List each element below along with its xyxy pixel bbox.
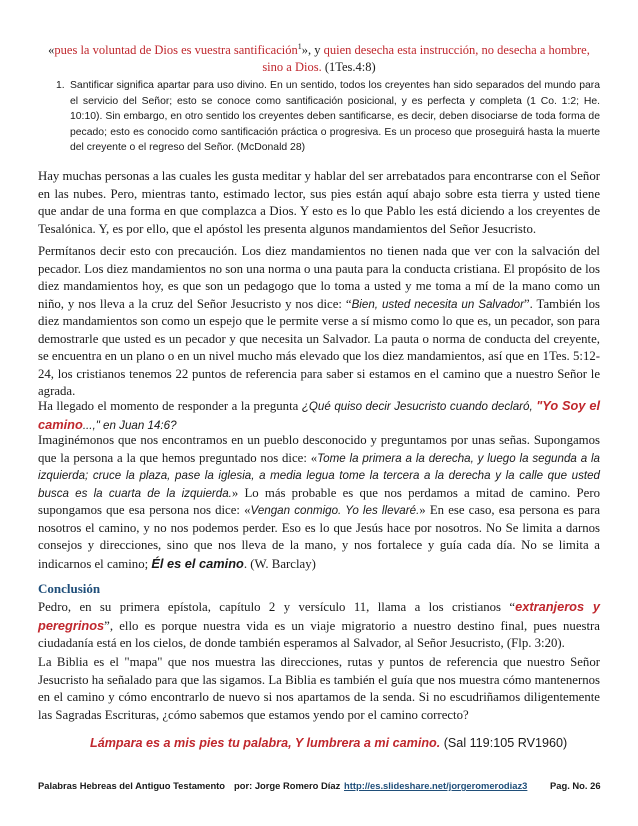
quote-open: « xyxy=(48,43,55,58)
paragraph-5-text-a: Pedro, en su primera epístola, capítulo 2 y versículo 11, llama a los cristianos “ xyxy=(38,600,516,614)
paragraph-5 xyxy=(38,598,600,653)
quote-mid: », y xyxy=(301,43,324,58)
footer-title: Palabras Hebreas del Antiguo Testamento xyxy=(38,780,226,791)
paragraph-3-red: "Yo Soy el camino xyxy=(38,398,601,432)
paragraph-4-text-a: Imaginémonos que nos encontramos en un pueblo desconocido y preguntamos por unas señas. Supongamos que la persona a la que hemos preguntado nos dice: « xyxy=(38,433,600,465)
opening-quote xyxy=(38,38,600,76)
footer-link[interactable]: http://es.slideshare.net/jorgeromerodiaz3 xyxy=(344,780,528,791)
paragraph-2 xyxy=(38,243,600,401)
closing-verse xyxy=(90,736,567,751)
paragraph-4-italic-2: Vengan conmigo. Yo les llevaré. xyxy=(250,504,420,517)
quote-reference: (1Tes.4:8) xyxy=(321,60,376,75)
footnote-marker: 1 xyxy=(297,42,302,51)
paragraph-4-text-c: » En ese caso, esa persona es para nosotros el camino, y no nos podemos perder. Eso es lo que Jesús hace por nosotros. No Se limita a darnos consejos y direcciones, sino que nos lleva de la mano, y nos fortalece y guía cada día. No se limita a indicarnos el camino; xyxy=(38,503,601,571)
paragraph-4-text-d: . (W. Barclay) xyxy=(243,556,316,571)
footnote-text: Santificar significa apartar para uso divino. En un sentido, todos los creyentes han sido separados del mundo para el servicio del Señor; esto se conoce como santificación posicional, y es perfecta y completa (1 Co. 1:2; He. 10:10). Sin embargo, en otro sentido los creyentes deben santificarse, es decir, deben disociarse de toda forma de pecado; esto es conocido como santificación práctica o progresiva. Es un proceso que proseguirá hasta la muerte del creyente o el regreso del Señor. (McDonald 28) xyxy=(70,80,600,154)
quote-red-text-2: quien desecha esta instrucción, no desecha a hombre, sino a Dios. xyxy=(262,43,590,75)
paragraph-3-italic: ¿Qué quiso decir Jesucristo cuando declaró, xyxy=(301,400,537,413)
paragraph-4-italic: Tome la primera a la derecha, y luego la segunda a la izquierda; cruce la plaza, pase la iglesia, a media legua tome la tercera a la derecha y la calle que usted busca es la cuarta de la izquierda. xyxy=(38,451,601,500)
footnote xyxy=(56,78,600,156)
paragraph-5-red: extranjeros y peregrinos xyxy=(38,599,600,633)
paragraph-4-bold: Él es el camino xyxy=(151,555,244,571)
paragraph-4 xyxy=(38,432,600,573)
closing-verse-text: Lámpara es a mis pies tu palabra, Y lumbrera a mi camino. xyxy=(90,736,441,750)
quote-red-text: pues la voluntad de Dios es vuestra santificación xyxy=(54,43,298,58)
paragraph-1: Hay muchas personas a las cuales les gusta meditar y hablar del ser arrebatados para encontrarse con el Señor en las nubes. Pero, mientras tanto, estimado lector, sus pies están aquí abajo sobre esta tierra y usted tiene que andar de una forma en que complazca a Dios. Y esto es lo que Pablo les está diciendo a los creyentes de Tesalónica. Y, es por ello, que el apóstol les presenta algunos mandamientos del Señor Jesucristo. xyxy=(38,169,600,236)
paragraph-5-text-b: ”, ello es porque nuestra vida es un viaje migratorio a nuestro destino final, pues nuestra ciudadanía está en los cielos, de donde también esperamos al Salvador, al Señor Jesucristo, (Flp. 3:20). xyxy=(38,618,600,650)
paragraph-3-text: Ha llegado el momento de responder a la pregunta xyxy=(38,399,302,413)
paragraph-2-text-b: ”. También los diez mandamientos son como un espejo que le permite verse a sí mismo como lo que es, un pecador, son para demostrarle que usted es un pecador y que necesita un Salvador. La pauta o norma de conducta del creyente, se encuentra en un plano o en un nivel mucho más elevado que los diez mandamientos, así que en 1Tes. 5:12-24, los cristianos tenemos 22 puntos de referencia para saber si estamos en el camino que a nuestro Señor le agrada. xyxy=(38,296,600,398)
paragraph-2-text-a: Permítanos decir esto con precaución. Los diez mandamientos no tienen nada que ver con la salvación del pecador. Los diez mandamientos no son una norma o una pauta para la conducta cristiana. El propósito de los diez mandamientos hoy, es que son un pedagogo que lo toma a usted y me toma a mí de la mano como un niño, y nos lleva a la cruz del Señor Jesucristo y nos dice: “ xyxy=(38,244,600,311)
footer-author: por: Jorge Romero Díaz xyxy=(234,780,341,791)
paragraph-3-italic-2: ...," en Juan 14:6? xyxy=(82,418,177,432)
paragraph-3 xyxy=(38,397,600,434)
paragraph-2-italic: Bien, usted necesita un Salvador xyxy=(351,297,524,311)
closing-verse-reference: (Sal 119:105 RV1960) xyxy=(440,736,568,750)
paragraph-4-text-b: » Lo más probable es que nos perdamos a mitad de camino. Pero supongamos que esa persona nos dice: « xyxy=(38,485,600,517)
conclusion-heading: Conclusión xyxy=(38,581,101,596)
footer-page-number: Pag. No. 26 xyxy=(550,780,601,791)
footnote-number: 1. xyxy=(56,80,65,91)
paragraph-6: La Biblia es el "mapa" que nos muestra las direcciones, rutas y puntos de referencia que nuestro Señor Jesucristo ha señalado para que las sigamos. La Biblia es también el guía que nos muestra cómo mantenernos en el camino y cómo encontrarlo de nuevo si nos apartamos de la senda. Si no escudriñamos diligentemente las Sagradas Escrituras, ¿cómo sabemos que estamos yendo por el camino correcto? xyxy=(38,655,600,722)
